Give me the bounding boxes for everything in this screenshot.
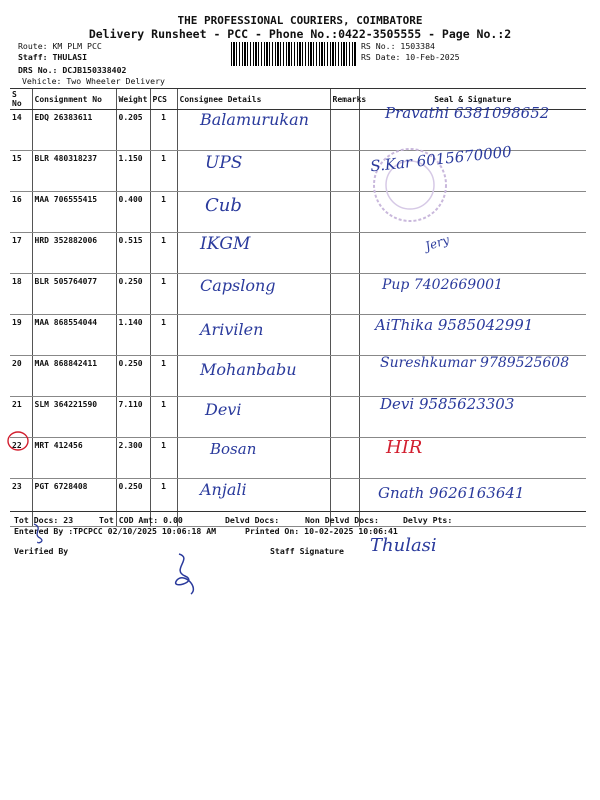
hand-consignee-19: Arivilen	[200, 320, 264, 339]
col-header-sno: S No	[10, 89, 32, 110]
cell-consignment: SLM 364221590	[32, 397, 116, 438]
printed-on: Printed On: 10-02-2025 10:06:41	[245, 526, 398, 536]
hand-signature-18: Pup 7402669001	[382, 277, 503, 293]
cell-consignment: BLR 505764077	[32, 274, 116, 315]
barcode	[231, 42, 356, 66]
verified-by-label: Verified By	[14, 546, 69, 556]
cell-sno: 14	[10, 110, 32, 151]
staff-signature-label: Staff Signature	[270, 546, 344, 556]
cell-consignment: MAA 868842411	[32, 356, 116, 397]
hand-consignee-17: IKGM	[200, 234, 251, 254]
cell-sno: 21	[10, 397, 32, 438]
cell-pcs: 1	[150, 110, 177, 151]
cell-consignment: BLR 480318237	[32, 151, 116, 192]
cell-pcs: 1	[150, 233, 177, 274]
cell-consignment: PGT 6728408	[32, 479, 116, 527]
delivery-points: Delvy Pts:	[403, 515, 453, 525]
table-row	[10, 233, 586, 274]
cell-sno: 18	[10, 274, 32, 315]
cell-weight: 0.250	[116, 356, 150, 397]
cell-consignment: HRD 352882006	[32, 233, 116, 274]
cell-remarks	[330, 397, 359, 438]
cell-consignee	[177, 192, 330, 233]
cell-remarks	[330, 233, 359, 274]
hand-consignee-16: Cub	[205, 195, 242, 216]
col-header-weight: Weight	[116, 89, 150, 110]
cell-pcs: 1	[150, 151, 177, 192]
entered-by-scribble	[30, 520, 48, 546]
cell-sno: 22	[10, 438, 32, 479]
cell-pcs: 1	[150, 274, 177, 315]
cell-consignment: MAA 706555415	[32, 192, 116, 233]
hand-signature-19: AiThika 9585042991	[375, 316, 534, 334]
hand-signature-20: Sureshkumar 9789525608	[380, 355, 570, 371]
cell-sno: 16	[10, 192, 32, 233]
cell-consignment: EDQ 26383611	[32, 110, 116, 151]
cell-weight: 1.150	[116, 151, 150, 192]
col-header-signature: Seal & Signature	[359, 89, 586, 110]
company-name: THE PROFESSIONAL COURIERS, COIMBATORE	[177, 14, 423, 27]
cell-weight: 1.140	[116, 315, 150, 356]
cell-remarks	[330, 315, 359, 356]
runsheet-title: Delivery Runsheet - PCC - Phone No.:0422-3505555 - Page No.:2	[88, 27, 512, 41]
cell-pcs: 1	[150, 479, 177, 527]
cell-consignment: MRT 412456	[32, 438, 116, 479]
staff-handwritten-signature: Thulasi	[370, 535, 437, 556]
non-delivered-docs: Non Delvd Docs:	[305, 515, 379, 525]
total-cod-amount: Tot COD Amt: 0.00	[99, 515, 183, 525]
cell-pcs: 1	[150, 438, 177, 479]
cell-weight: 0.250	[116, 274, 150, 315]
cell-remarks	[330, 192, 359, 233]
cell-remarks	[330, 274, 359, 315]
cell-pcs: 1	[150, 192, 177, 233]
cell-sno: 15	[10, 151, 32, 192]
cell-pcs: 1	[150, 315, 177, 356]
cell-remarks	[330, 110, 359, 151]
hand-consignee-15: UPS	[205, 153, 243, 173]
cell-weight: 0.205	[116, 110, 150, 151]
hand-consignee-18: Capslong	[200, 276, 276, 295]
hand-signature-21: Devi 9585623303	[380, 395, 515, 413]
cell-weight: 0.250	[116, 479, 150, 527]
red-circle-mark	[6, 430, 30, 452]
cell-consignee	[177, 397, 330, 438]
cell-weight: 0.515	[116, 233, 150, 274]
cell-pcs: 1	[150, 356, 177, 397]
hand-consignee-14: Balamurukan	[200, 110, 309, 129]
table-row	[10, 438, 586, 479]
col-header-remarks: Remarks	[330, 89, 359, 110]
vehicle-label: Vehicle: Two Wheeler Delivery	[22, 76, 165, 86]
cell-weight: 2.300	[116, 438, 150, 479]
cell-pcs: 1	[150, 397, 177, 438]
rs-number: RS No.: 1503384	[361, 41, 435, 51]
cell-consignment: MAA 868554044	[32, 315, 116, 356]
cell-remarks	[330, 356, 359, 397]
hand-signature-14: Pravathi 6381098652	[385, 104, 550, 122]
cell-sno: 19	[10, 315, 32, 356]
hand-consignee-22: Bosan	[210, 440, 257, 458]
cell-weight: 0.400	[116, 192, 150, 233]
table-row	[10, 192, 586, 233]
col-header-consignee: Consignee Details	[177, 89, 330, 110]
hand-consignee-23: Anjali	[200, 480, 247, 499]
total-docs: Tot Docs: 23	[14, 515, 74, 525]
cell-remarks	[330, 438, 359, 479]
hand-consignee-20: Mohanbabu	[200, 360, 297, 379]
cell-sno: 17	[10, 233, 32, 274]
cell-sno: 20	[10, 356, 32, 397]
delivered-docs: Delvd Docs:	[225, 515, 280, 525]
staff-label: Staff: THULASI	[18, 52, 88, 62]
hand-signature-15: S.Kar 6015670000	[369, 142, 513, 176]
verified-signature-scribble	[165, 550, 205, 598]
route-label: Route: KM PLM PCC	[18, 41, 102, 51]
drs-number: DRS No.: DCJB150338402	[18, 65, 127, 75]
cell-signature	[359, 233, 586, 274]
cell-consignee	[177, 151, 330, 192]
rs-date: RS Date: 10-Feb-2025	[361, 52, 460, 62]
entered-by: Entered By :TPCPCC 02/10/2025 10:06:18 AM	[14, 526, 217, 536]
cell-weight: 7.110	[116, 397, 150, 438]
footer-rule	[10, 511, 586, 512]
hand-consignee-21: Devi	[205, 400, 242, 419]
cell-remarks	[330, 151, 359, 192]
hand-signature-17: Jery	[423, 232, 452, 254]
hand-signature-23: Gnath 9626163641	[378, 484, 525, 502]
col-header-pcs: PCS	[150, 89, 177, 110]
hand-signature-22: HIR	[386, 437, 423, 458]
cell-sno: 23	[10, 479, 32, 527]
col-header-consignment: Consignment No	[32, 89, 116, 110]
